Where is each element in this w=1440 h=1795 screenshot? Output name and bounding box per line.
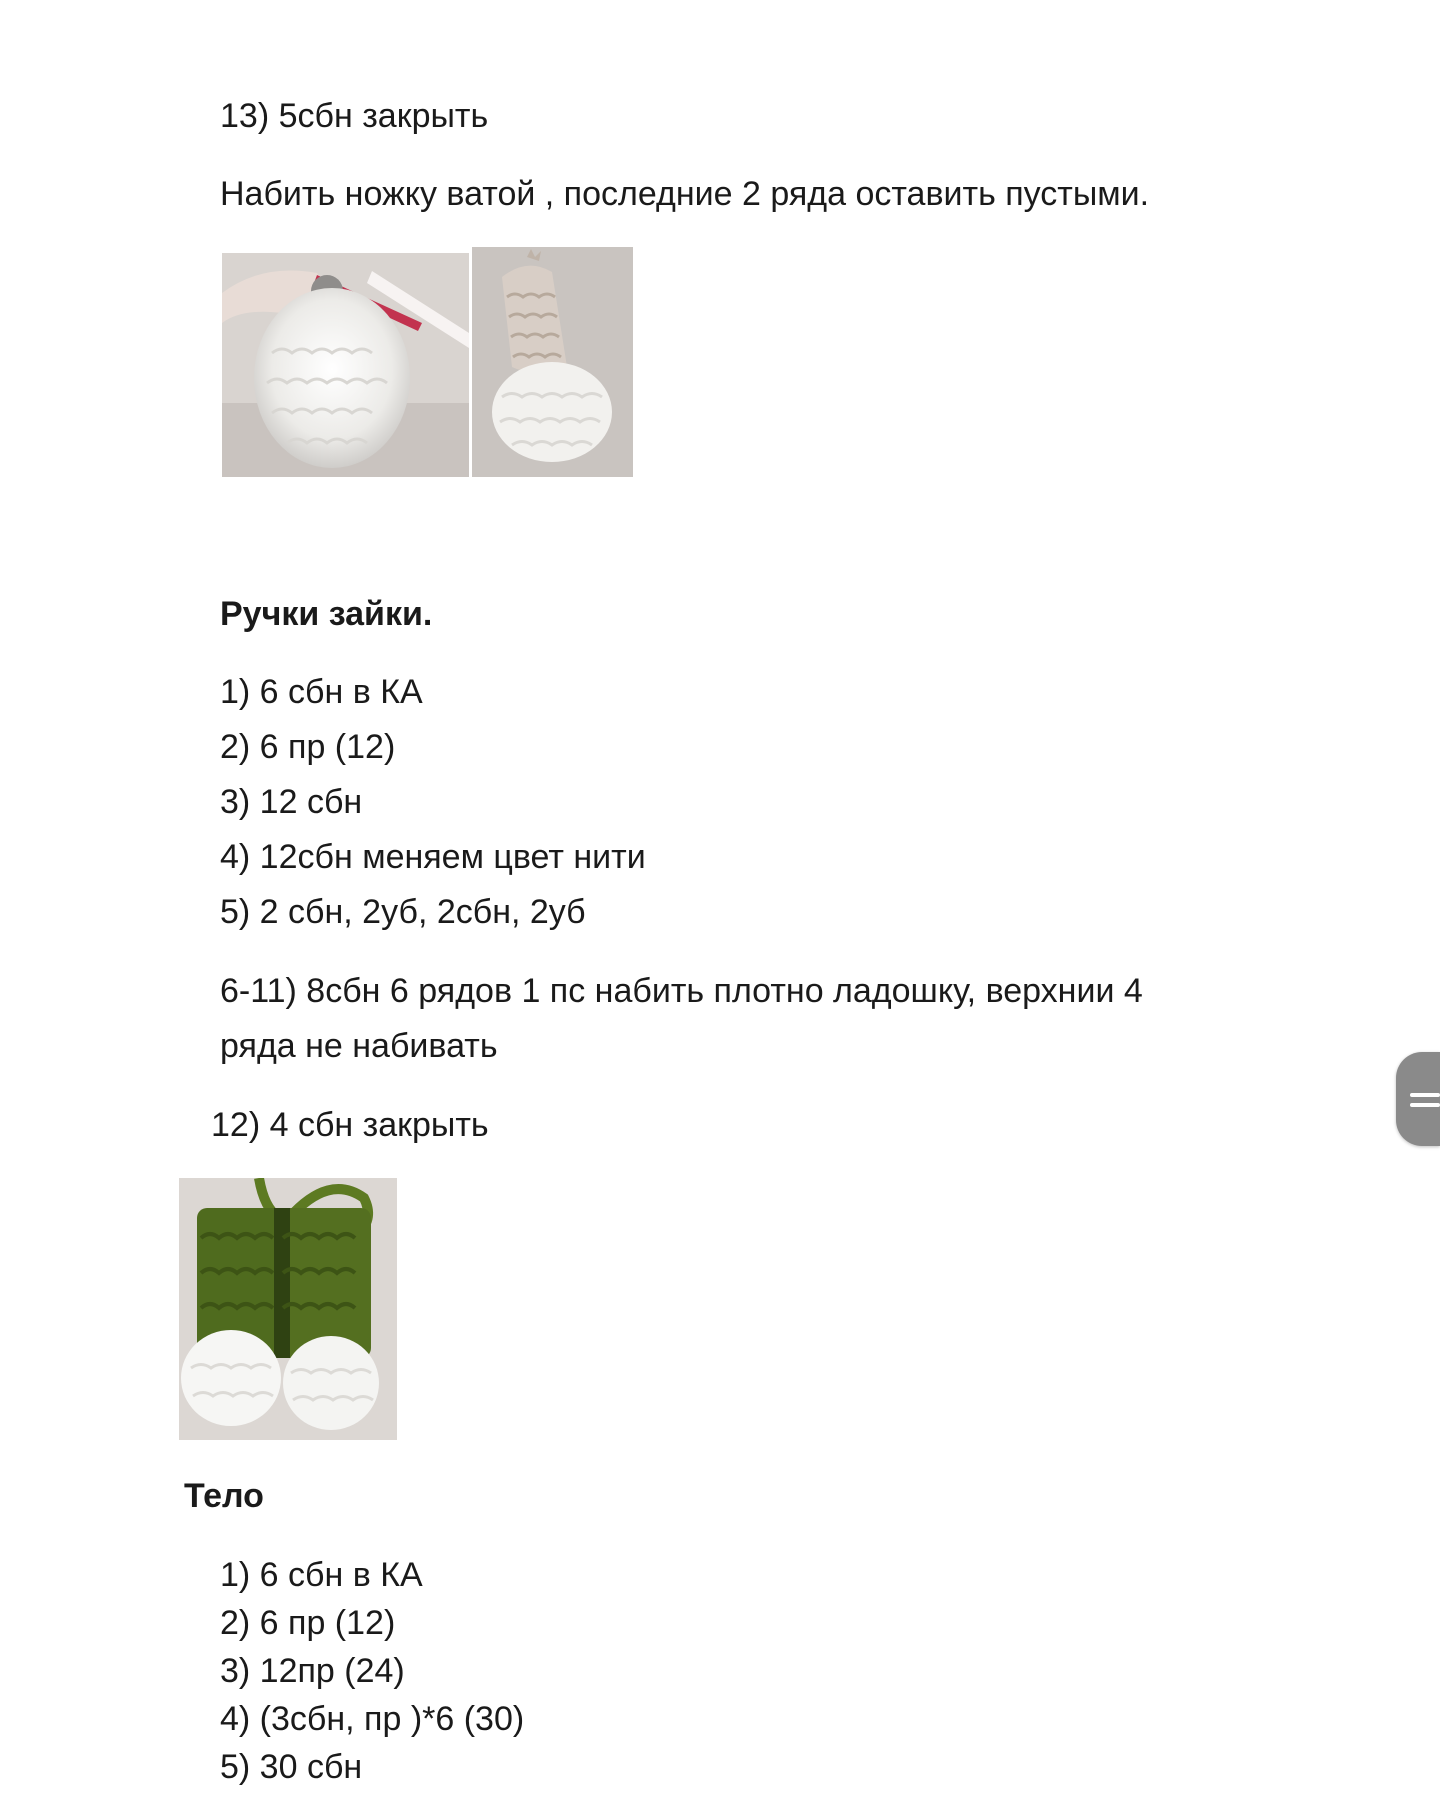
arms-step-3: 3) 12 сбн bbox=[220, 783, 363, 821]
scroll-handle[interactable] bbox=[1396, 1052, 1440, 1146]
arms-step-6-11-line2: ряда не набивать bbox=[220, 1027, 498, 1065]
body-heading: Тело bbox=[184, 1477, 264, 1515]
body-step-1: 1) 6 сбн в КА bbox=[220, 1556, 423, 1594]
arms-heading: Ручки зайки. bbox=[220, 595, 433, 633]
arms-step-12: 12) 4 сбн закрыть bbox=[211, 1106, 489, 1144]
body-step-3: 3) 12пр (24) bbox=[220, 1652, 405, 1690]
leg-stuffing-note: Набить ножку ватой , последние 2 ряда оставить пустыми. bbox=[220, 175, 1150, 213]
photo-foot-side bbox=[472, 247, 633, 477]
body-step-4: 4) (3сбн, пр )*6 (30) bbox=[220, 1700, 525, 1738]
drag-handle-icon bbox=[1396, 1052, 1440, 1146]
arms-step-6-11-line1: 6-11) 8сбн 6 рядов 1 пс набить плотно ладошку, верхнии 4 bbox=[220, 972, 1143, 1010]
leg-step-13: 13) 5сбн закрыть bbox=[220, 97, 489, 135]
photo-arms bbox=[179, 1178, 397, 1440]
arms-step-1: 1) 6 сбн в КА bbox=[220, 673, 423, 711]
arms-step-2: 2) 6 пр (12) bbox=[220, 728, 396, 766]
arms-step-5: 5) 2 сбн, 2уб, 2сбн, 2уб bbox=[220, 893, 586, 931]
body-step-2: 2) 6 пр (12) bbox=[220, 1604, 396, 1642]
photo-stuffed-foot bbox=[222, 253, 469, 477]
body-step-5: 5) 30 сбн bbox=[220, 1748, 363, 1786]
arms-step-4: 4) 12сбн меняем цвет нити bbox=[220, 838, 646, 876]
